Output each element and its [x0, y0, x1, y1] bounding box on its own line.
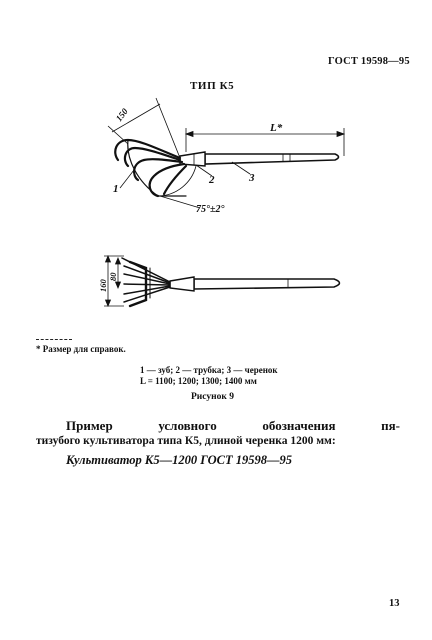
callout-2: 2 [209, 174, 215, 186]
figure-caption: Рисунок 9 [191, 392, 234, 402]
label-handle-length: L* [270, 122, 283, 134]
footnote-rule [36, 339, 72, 340]
standard-header: ГОСТ 19598—95 [328, 56, 410, 67]
handle-top [205, 154, 339, 164]
tube-side [170, 277, 194, 291]
page-number: 13 [389, 598, 400, 609]
callout-3: 3 [249, 172, 255, 184]
example-text: тизубого культиватора типа К5, длиной черенка 1200 мм: [36, 435, 336, 447]
tines-top [115, 140, 186, 196]
type-title: ТИП К5 [190, 80, 235, 92]
legend-parts: 1 — зуб; 2 — трубка; 3 — черенок [140, 365, 278, 375]
legend-lengths: L = 1100; 1200; 1300; 1400 мм [140, 376, 257, 386]
label-tine-length: 150 [113, 106, 130, 124]
label-width-total: 160 [98, 279, 108, 292]
dim-handle-length [186, 128, 344, 156]
callout-1: 1 [113, 183, 119, 195]
label-width-top: 80 [108, 272, 118, 281]
tines-side [122, 258, 170, 306]
footnote: * Размер для справок. [36, 344, 126, 354]
handle-side [194, 279, 340, 289]
example-title: Пример условного обозначения пя- [66, 418, 400, 433]
example-designation: Культиватор К5—1200 ГОСТ 19598—95 [66, 453, 293, 467]
label-angle: 75°±2° [196, 204, 225, 215]
